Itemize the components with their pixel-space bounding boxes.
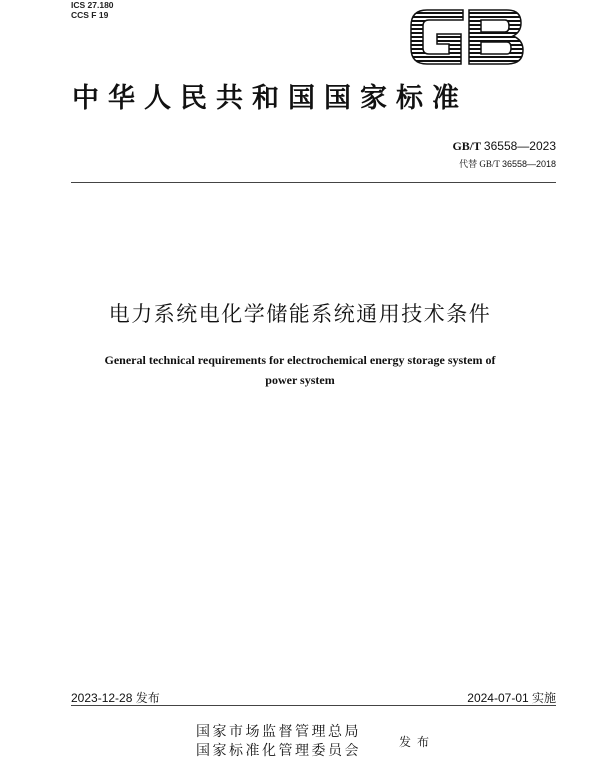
issue-action-label: 发布 <box>399 735 436 749</box>
english-title-line2: power system <box>265 373 335 387</box>
standard-number <box>452 139 556 154</box>
gb-logo-icon <box>405 4 527 70</box>
issuer-samr: 国家市场监督管理总局 <box>196 724 361 740</box>
replaces-prefix: 代替 GB/T <box>459 159 502 169</box>
standard-prefix: GB/T <box>452 139 484 153</box>
national-standard-heading: 中华人民共和国国家标准 <box>72 83 468 114</box>
ccs-code: CCS F 19 <box>71 10 109 20</box>
ics-code: ICS 27.180 <box>71 0 114 10</box>
replaces-standard <box>459 157 556 170</box>
implementation-date: 2024-07-01 实施 <box>467 691 556 705</box>
issuer-sac: 国家标准化管理委员会 <box>196 743 361 759</box>
bottom-divider <box>71 705 556 706</box>
english-title-line1: General technical requirements for electrochemical energy storage system of <box>104 353 496 367</box>
standard-number-value: 36558—2023 <box>483 139 556 153</box>
document-title-chinese: 电力系统电化学储能系统通用技术条件 <box>108 302 492 326</box>
issue-date: 2023-12-28 发布 <box>71 691 160 705</box>
replaces-number-value: 36558—2018 <box>501 159 556 169</box>
top-divider <box>71 182 556 183</box>
issuing-authorities <box>196 723 361 761</box>
classification-codes <box>71 0 114 20</box>
document-title-english <box>60 350 540 390</box>
